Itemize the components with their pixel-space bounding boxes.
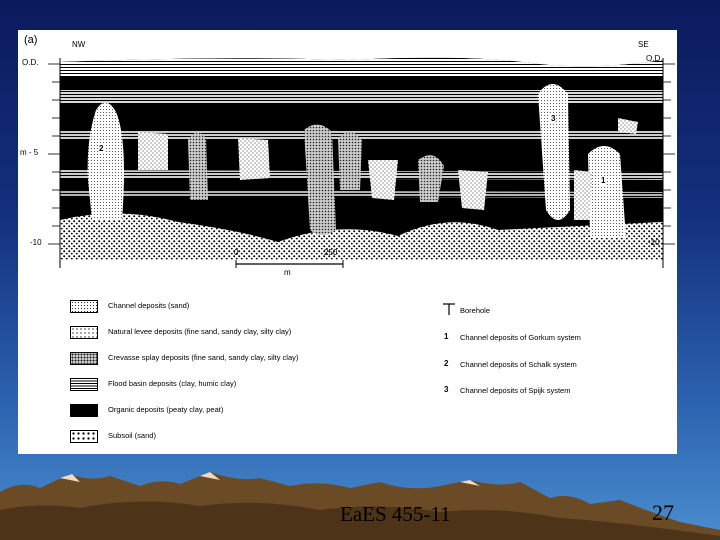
channel-marker-3: 3 (551, 114, 556, 123)
legend-swatch (70, 430, 98, 443)
legend-swatch (70, 352, 98, 365)
borehole-icon (442, 302, 456, 316)
left-od-label: O.D. (22, 58, 39, 67)
key-label-1: Channel deposits of Gorkum system (460, 333, 581, 342)
scale-bar (236, 260, 343, 268)
nw-direction-label: NW (72, 40, 86, 49)
right-od-label: O.D. (646, 54, 663, 63)
key-number-3: 3 (444, 385, 449, 394)
borehole-label: Borehole (460, 306, 491, 315)
cross-section-figure (18, 30, 677, 454)
legend-swatch (70, 404, 98, 417)
page-number: 27 (652, 500, 674, 525)
legend-label: Natural levee deposits (fine sand, sandy clay, silty clay) (108, 327, 292, 336)
se-direction-label: SE (638, 40, 649, 49)
cross-section-diagram (18, 30, 677, 270)
channel-marker-2: 2 (99, 144, 104, 153)
left-minus5-label: m - 5 (20, 148, 39, 157)
key-label-2: Channel deposits of Schalk system (460, 360, 577, 369)
left-minus10-label: -10 (30, 238, 42, 247)
legend-label: Flood basin deposits (clay, humic clay) (108, 379, 237, 388)
legend-label: Organic deposits (peaty clay, peat) (108, 405, 224, 414)
legend-swatch (70, 326, 98, 339)
channel-marker-1: 1 (601, 176, 606, 185)
right-minus5-label: -5 m (646, 148, 662, 157)
scale-end-label: 250 (324, 248, 338, 257)
scale-unit-label: m (284, 268, 291, 277)
slide-footer: EaES 455-11 (340, 502, 451, 526)
key-number-2: 2 (444, 359, 449, 368)
right-minus10-label: -10 (648, 238, 660, 247)
legend-label: Crevasse splay deposits (fine sand, sandy clay, silty clay) (108, 353, 299, 362)
key-number-1: 1 (444, 332, 449, 341)
key-label-3: Channel deposits of Spijk system (460, 386, 571, 395)
legend-label: Subsoil (sand) (108, 431, 156, 440)
panel-label: (a) (24, 34, 38, 46)
legend-swatch (70, 300, 98, 313)
scale-start-label: 0 (234, 248, 239, 257)
legend-label: Channel deposits (sand) (108, 301, 190, 310)
legend-swatch (70, 378, 98, 391)
